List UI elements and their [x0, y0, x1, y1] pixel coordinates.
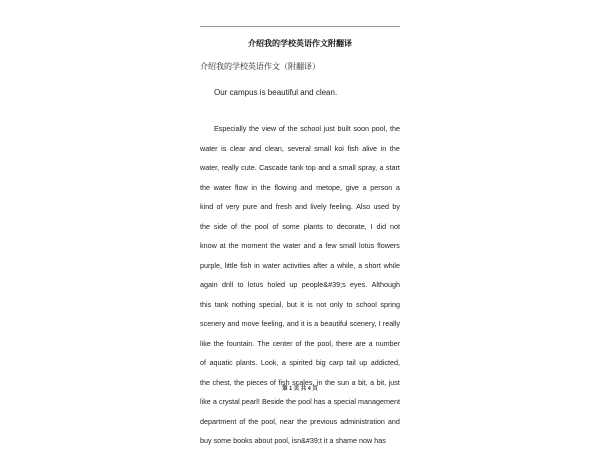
- body-word: and: [295, 202, 308, 211]
- body-word: and: [227, 319, 240, 328]
- body-word: department: [200, 416, 237, 426]
- body-word: the: [240, 221, 251, 231]
- body-word: of: [278, 124, 285, 133]
- body-line: [200, 197, 400, 217]
- body-word: it: [300, 319, 305, 328]
- body-word: just: [323, 124, 335, 133]
- body-word: flowers: [377, 241, 400, 250]
- body-word: pool,: [371, 124, 388, 133]
- body-word: Beside: [261, 397, 284, 406]
- body-word: people&#39;s: [301, 280, 346, 289]
- body-word: carp: [329, 358, 344, 367]
- body-word: several: [287, 143, 311, 153]
- body-word: fish: [240, 260, 252, 270]
- body-word: lotus: [359, 241, 375, 250]
- body-word: water: [262, 260, 281, 270]
- body-word: a: [368, 338, 373, 348]
- body-word: special,: [258, 299, 284, 309]
- body-word: school: [300, 124, 321, 133]
- body-word: not: [389, 221, 400, 231]
- body-word: again: [200, 280, 218, 289]
- body-line: [200, 139, 400, 159]
- body-word: the: [286, 397, 297, 406]
- body-word: there: [335, 338, 353, 348]
- body-word: scales,: [292, 377, 315, 387]
- body-line: [200, 334, 400, 354]
- body-word: bit,: [376, 377, 387, 387]
- body-word: the: [200, 182, 210, 192]
- body-word: special: [333, 397, 356, 406]
- body-word: pool,: [317, 338, 334, 348]
- body-word: of: [231, 221, 237, 231]
- body-word: Cascade: [259, 163, 288, 172]
- body-word: of: [216, 202, 223, 211]
- body-word: water: [213, 182, 232, 192]
- body-word: a: [318, 241, 323, 250]
- body-word: it: [300, 299, 304, 309]
- body-word: flowing: [274, 182, 297, 192]
- body-word: water,: [200, 163, 220, 172]
- body-word: kind: [200, 202, 214, 211]
- body-word: lively: [310, 202, 327, 211]
- body-word: at: [219, 241, 226, 250]
- body-word: small: [338, 163, 356, 172]
- body-word: pool: [254, 221, 269, 231]
- body-line: [200, 275, 400, 295]
- body-word: I: [370, 221, 373, 231]
- body-word: to: [346, 299, 353, 309]
- body-word: a: [327, 397, 332, 406]
- body-word: not: [316, 299, 327, 309]
- body-word: short: [364, 260, 381, 270]
- body-word: and: [303, 241, 316, 250]
- body-word: plants.: [236, 358, 258, 367]
- body-word: administration: [340, 416, 385, 426]
- body-word: clean,: [264, 143, 284, 153]
- body-word: built: [337, 124, 351, 133]
- body-word: sun: [337, 377, 350, 387]
- body-word: view: [261, 124, 277, 133]
- body-word: cute.: [241, 163, 257, 172]
- body-line: [200, 295, 400, 315]
- body-word: scenery: [200, 319, 226, 328]
- body-line: [200, 217, 400, 237]
- body-word: center: [272, 338, 293, 348]
- body-word: of: [239, 416, 246, 426]
- body-word: fish: [347, 143, 359, 153]
- body-word: scenery,: [349, 319, 377, 328]
- document-subtitle: 介绍我的学校英语作文（附翻译）: [200, 62, 320, 71]
- body-word: few: [325, 241, 337, 250]
- body-word: Look,: [260, 358, 279, 367]
- body-word: clear: [229, 143, 246, 153]
- body-word: start: [385, 163, 400, 172]
- body-word: beautiful: [320, 319, 348, 328]
- body-word: crystal: [218, 397, 240, 406]
- body-word: the: [304, 338, 315, 348]
- body-word: purple,: [200, 260, 222, 270]
- body-word: in: [251, 182, 257, 192]
- body-word: aquatic: [209, 358, 233, 367]
- body-word: the: [389, 143, 400, 153]
- body-word: previous: [310, 416, 338, 426]
- body-word: eyes.: [350, 280, 368, 289]
- body-paragraph: [200, 119, 400, 451]
- body-word: fish: [278, 377, 290, 387]
- body-word: the: [287, 124, 298, 133]
- body-word: Especially: [214, 124, 247, 133]
- body-word: give: [345, 182, 359, 192]
- body-word: tank: [289, 163, 304, 172]
- body-word: is: [306, 319, 312, 328]
- body-word: a: [370, 377, 375, 387]
- body-line: [200, 119, 400, 139]
- body-word: the: [200, 221, 210, 231]
- body-word: tank: [214, 299, 229, 309]
- body-word: in: [316, 377, 323, 387]
- body-line: [200, 158, 400, 178]
- body-word: person: [370, 182, 393, 192]
- body-line: [200, 353, 400, 373]
- body-word: near: [279, 416, 295, 426]
- body-word: like: [200, 338, 211, 348]
- body-word: the: [249, 124, 260, 133]
- body-word: of: [272, 221, 279, 231]
- body-word: the: [234, 377, 245, 387]
- body-word: the: [248, 416, 259, 426]
- body-word: and: [260, 202, 273, 211]
- body-word: pool: [298, 397, 312, 406]
- body-word: really: [221, 163, 239, 172]
- body-word: but: [286, 299, 297, 309]
- body-word: big: [316, 358, 326, 367]
- body-word: very: [225, 202, 240, 211]
- body-word: fountain.: [226, 338, 255, 348]
- body-word: chest,: [212, 377, 232, 387]
- body-word: while,: [336, 260, 356, 270]
- body-line: [200, 236, 400, 256]
- body-word: to: [326, 221, 333, 231]
- body-word: management: [358, 397, 400, 406]
- body-word: after: [313, 260, 328, 270]
- body-word: a: [358, 260, 363, 270]
- body-word: bit,: [358, 377, 368, 387]
- body-word: top: [305, 163, 316, 172]
- body-word: the: [389, 124, 400, 133]
- body-word: a: [395, 182, 400, 192]
- body-word: the: [325, 377, 336, 387]
- body-word: by: [392, 202, 400, 211]
- body-word: fresh: [275, 202, 292, 211]
- body-word: up: [289, 280, 298, 289]
- body-word: little: [224, 260, 238, 270]
- body-word: The: [257, 338, 270, 348]
- body-word: of: [295, 338, 302, 348]
- body-word: spirited: [289, 358, 313, 367]
- body-word: lotus: [247, 280, 264, 289]
- body-word: a: [362, 182, 367, 192]
- body-line: [200, 256, 400, 276]
- body-line-text: buy some books about pool, isn&#39;t it a shame now has: [200, 436, 386, 445]
- body-word: spring: [380, 299, 400, 309]
- page-number-footer: 第 1 页 共 4 页: [282, 386, 318, 392]
- body-line: [200, 431, 400, 451]
- body-word: did: [376, 221, 387, 231]
- body-word: pure: [242, 202, 258, 211]
- body-word: koi: [334, 143, 344, 153]
- body-word: pool,: [261, 416, 277, 426]
- body-word: only: [329, 299, 343, 309]
- body-word: water: [200, 143, 218, 153]
- body-word: number: [375, 338, 400, 348]
- body-word: school: [356, 299, 377, 309]
- body-word: of: [269, 377, 276, 387]
- body-word: just: [388, 377, 400, 387]
- body-word: water: [283, 241, 301, 250]
- body-word: alive: [362, 143, 378, 153]
- body-word: has: [313, 397, 326, 406]
- body-word: soon: [353, 124, 369, 133]
- body-word: is: [221, 143, 227, 153]
- body-word: decorate,: [336, 221, 367, 231]
- body-line: [200, 392, 400, 412]
- body-word: the: [270, 241, 281, 250]
- body-word: like: [200, 397, 211, 406]
- body-word: Although: [371, 280, 400, 289]
- body-word: the: [297, 416, 308, 426]
- body-word: flow: [234, 182, 248, 192]
- body-line: [200, 178, 400, 198]
- body-word: spray,: [358, 163, 378, 172]
- body-word: I: [378, 319, 381, 328]
- body-line: [200, 412, 400, 432]
- body-word: metope,: [316, 182, 343, 192]
- body-word: a: [330, 260, 335, 270]
- body-word: really: [382, 319, 400, 328]
- body-word: a: [332, 163, 337, 172]
- body-word: the: [260, 182, 271, 192]
- body-word: and: [318, 163, 331, 172]
- body-word: and: [300, 182, 313, 192]
- body-word: holed: [267, 280, 285, 289]
- body-word: and: [387, 416, 400, 426]
- body-word: and: [249, 143, 262, 153]
- body-word: a: [379, 163, 384, 172]
- body-word: move: [241, 319, 260, 328]
- body-word: a: [281, 358, 286, 367]
- body-word: know: [200, 241, 217, 250]
- body-word: feeling.: [329, 202, 353, 211]
- body-word: a: [314, 319, 319, 328]
- body-word: and: [286, 319, 299, 328]
- body-word: pieces: [246, 377, 268, 387]
- body-word: Also: [356, 202, 371, 211]
- body-word: small: [314, 143, 332, 153]
- body-word: addicted,: [370, 358, 400, 367]
- body-word: side: [213, 221, 228, 231]
- body-word: nothing: [231, 299, 256, 309]
- body-word: a: [212, 397, 217, 406]
- body-word: up: [359, 358, 368, 367]
- body-word: a: [351, 377, 356, 387]
- body-word: the: [200, 377, 210, 387]
- document-title: 介绍我的学校英语作文附翻译: [248, 39, 352, 48]
- body-word: plants: [303, 221, 323, 231]
- header-rule: [200, 26, 400, 27]
- body-word: feeling,: [261, 319, 285, 328]
- body-word: of: [200, 358, 206, 367]
- body-word: some: [282, 221, 300, 231]
- body-word: pearl!: [241, 397, 260, 406]
- body-word: in: [254, 260, 260, 270]
- body-word: small: [339, 241, 357, 250]
- body-word: drill: [221, 280, 234, 289]
- body-word: this: [200, 299, 212, 309]
- body-word: are: [355, 338, 366, 348]
- body-word: is: [307, 299, 313, 309]
- lead-sentence: Our campus is beautiful and clean.: [214, 88, 338, 97]
- body-word: moment: [241, 241, 268, 250]
- body-word: in: [380, 143, 387, 153]
- body-word: tail: [346, 358, 356, 367]
- body-word: to: [237, 280, 244, 289]
- body-word: the: [213, 338, 224, 348]
- body-word: activities: [282, 260, 311, 270]
- body-word: while: [383, 260, 400, 270]
- body-word: used: [373, 202, 390, 211]
- body-line: [200, 314, 400, 334]
- body-word: the: [228, 241, 239, 250]
